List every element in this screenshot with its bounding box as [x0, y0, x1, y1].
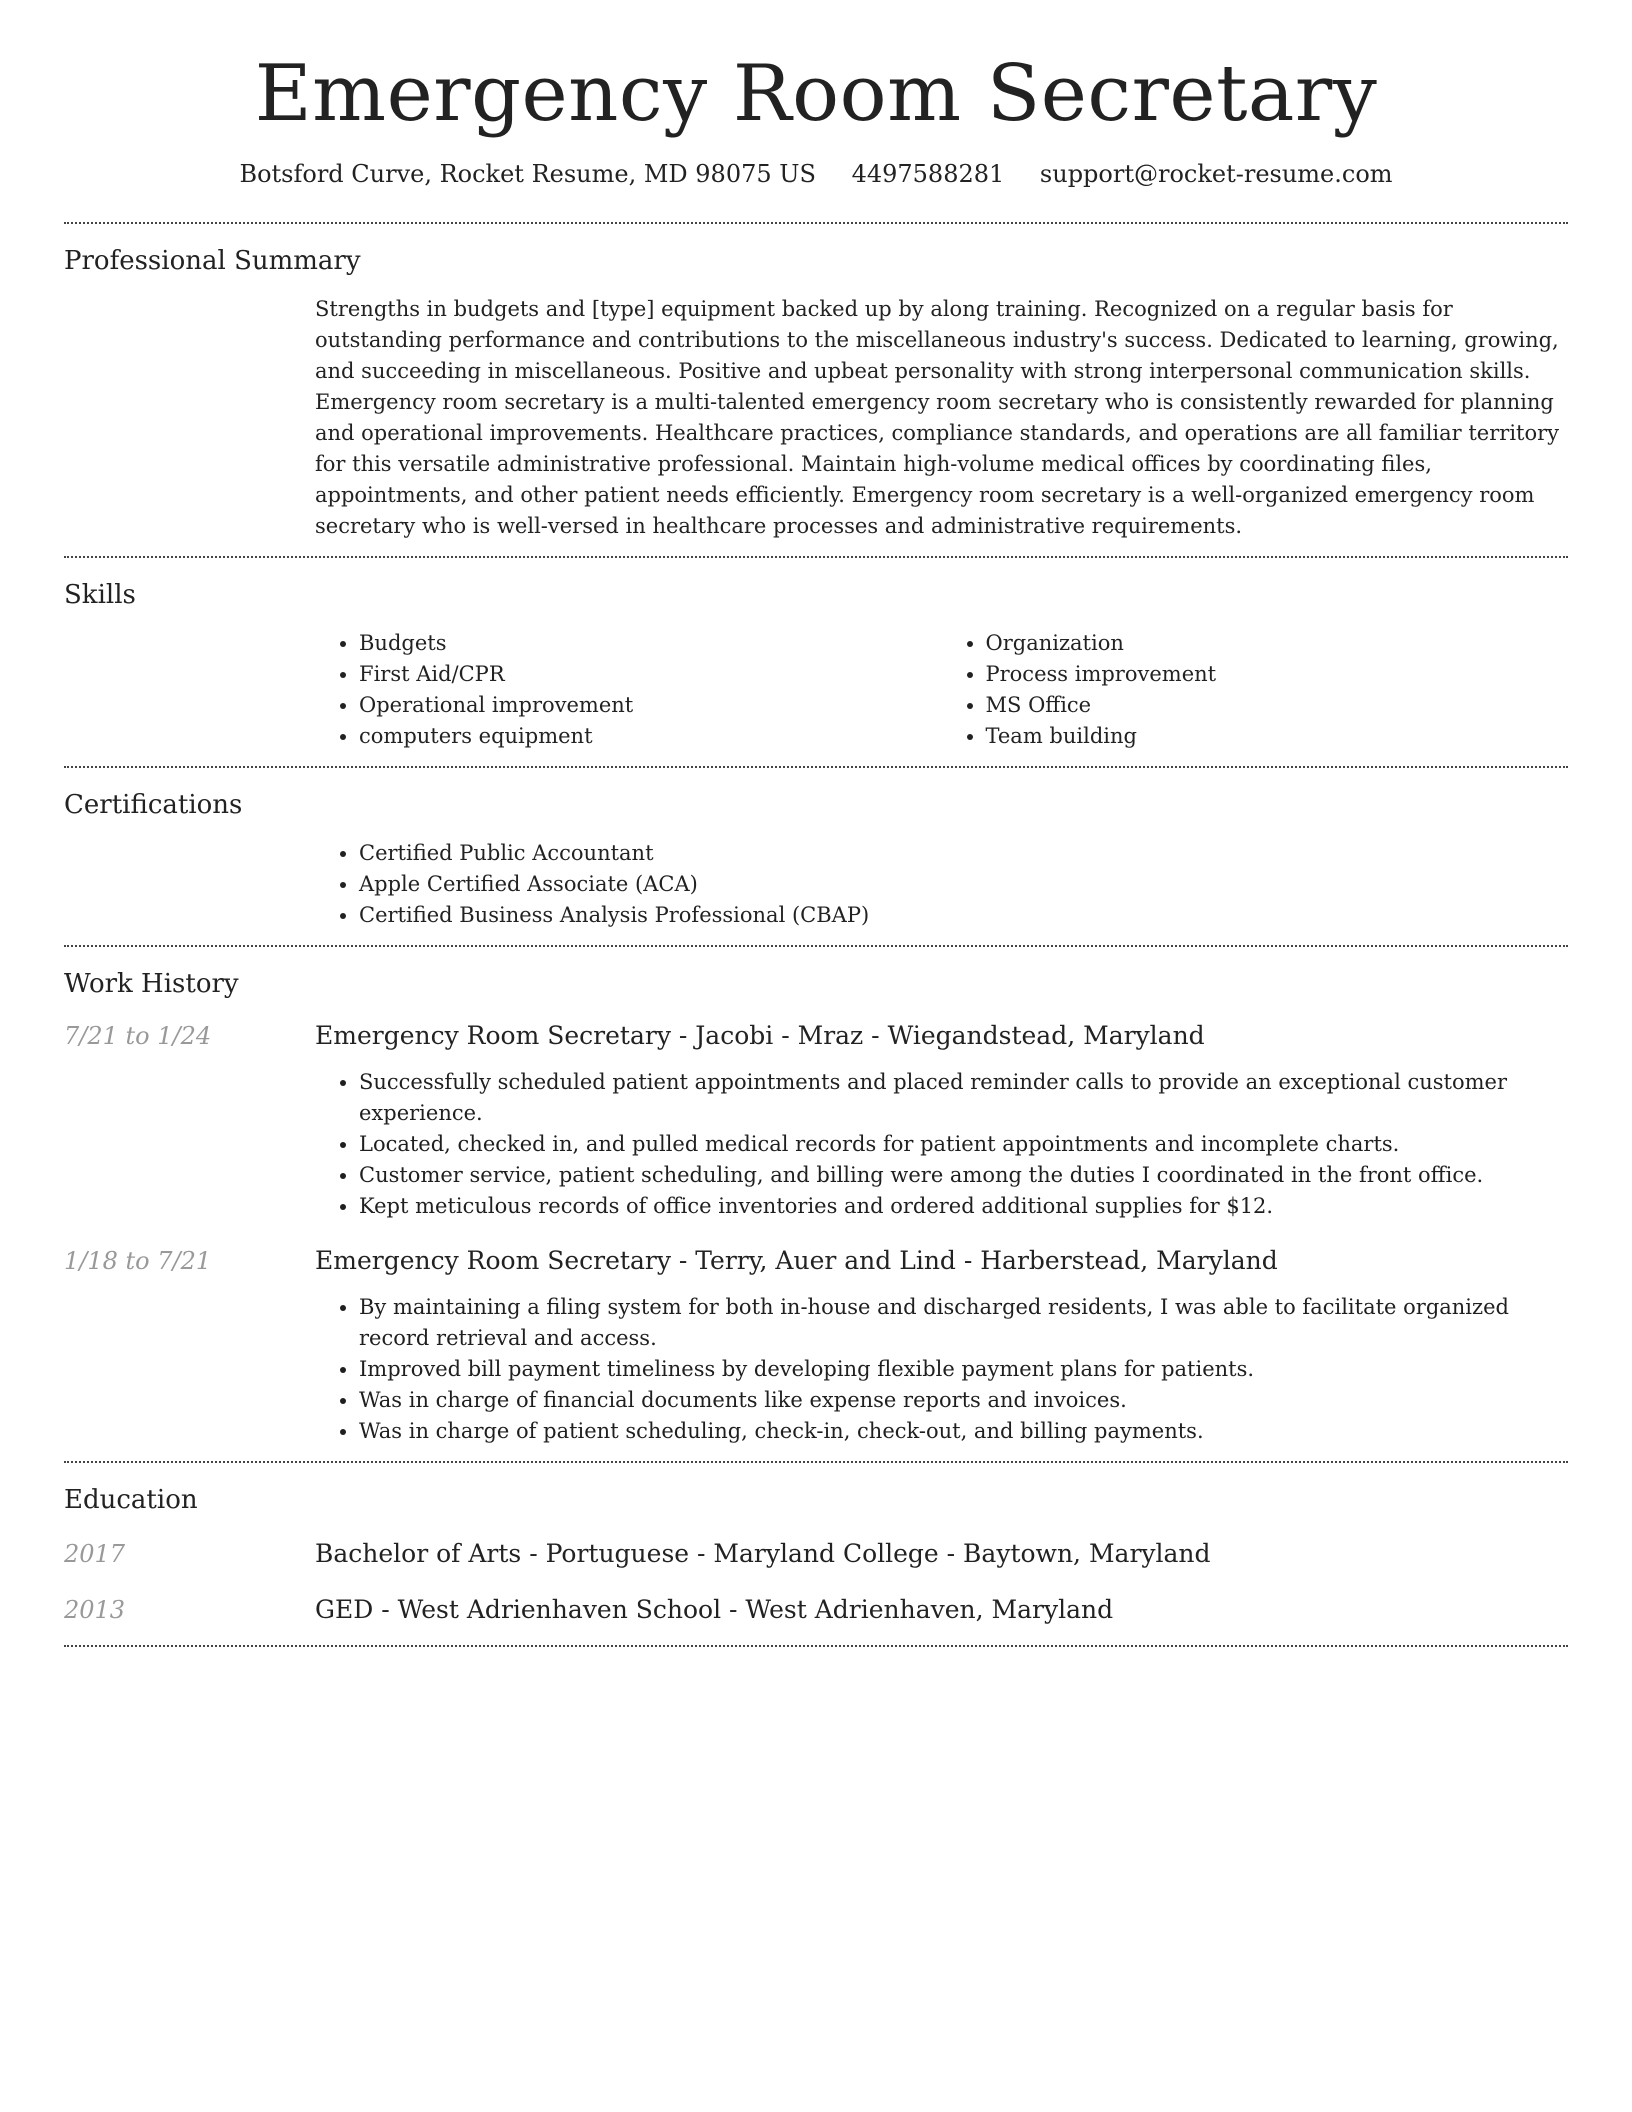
work-history-section [64, 947, 1568, 1461]
education-section [64, 1463, 1568, 1645]
education-entry [64, 1571, 1568, 1645]
job-bullet: • Located, checked in, and pulled medical records for patient appointments and incomplete charts. [359, 1129, 1568, 1160]
job-entry [64, 999, 1568, 1222]
contact-email: support@rocket-resume.com [1039, 159, 1393, 188]
skills-list-right [942, 628, 1569, 752]
skills-section [64, 558, 1568, 766]
summary-text: Strengths in budgets and [type] equipment backed up by along training. Recognized on a regular basis for outstanding performance and contributions to the miscellaneous industry's success. Dedicated to learning, growing, and succeeding in miscellaneous. Positive and upbeat personality with strong interpersonal communication skills. Emergency room secretary is a multi-talented emergency room secretary who is consistently rewarded for planning and operational improvements. Healthcare practices, compliance standards, and operations are all familiar territory for this versatile administrative professional. Maintain high-volume medical offices by coordinating files, appointments, and other patient needs efficiently. Emergency room secretary is a well-organized emergency room secretary who is well-versed in healthcare processes and administrative requirements. [315, 296, 1560, 538]
education-degree: Bachelor of Arts - Portuguese - Maryland College - Baytown, Maryland [315, 1538, 1211, 1568]
skill-item: • computers equipment [359, 721, 942, 752]
job-bullet: • Customer service, patient scheduling, and billing were among the duties I coordinated in the front office. [359, 1160, 1568, 1191]
summary-section [64, 224, 1568, 556]
divider [64, 1645, 1568, 1647]
education-title: Education [64, 1484, 198, 1515]
certification-item: • Certified Public Accountant [359, 838, 1568, 869]
job-details [315, 1244, 1568, 1447]
skills-grid [315, 610, 1568, 766]
skill-item: • Organization [986, 628, 1569, 659]
certification-item: • Apple Certified Associate (ACA) [359, 869, 1568, 900]
contact-address: Botsford Curve, Rocket Resume, MD 98075 US [239, 159, 816, 188]
contact-line [64, 160, 1568, 188]
education-degree: GED - West Adrienhaven School - West Adrienhaven, Maryland [315, 1594, 1114, 1624]
job-title: Emergency Room Secretary - Terry, Auer and Lind - Harberstead, Maryland [315, 1245, 1278, 1275]
job-bullet: • Kept meticulous records of office inventories and ordered additional supplies for $12. [359, 1191, 1568, 1222]
job-bullets [315, 1292, 1568, 1447]
job-dates: 1/18 to 7/21 [64, 1246, 212, 1275]
education-year: 2013 [64, 1595, 126, 1624]
job-title: Emergency Room Secretary - Jacobi - Mraz - Wiegandstead, Maryland [315, 1020, 1205, 1050]
job-dates: 7/21 to 1/24 [64, 1021, 212, 1050]
skill-item: • MS Office [986, 690, 1569, 721]
skill-item: • Operational improvement [359, 690, 942, 721]
job-entry [64, 1222, 1568, 1461]
contact-phone: 4497588281 [851, 159, 1005, 188]
skill-item: • Budgets [359, 628, 942, 659]
summary-title: Professional Summary [64, 245, 361, 276]
certifications-section [64, 768, 1568, 945]
certifications-list [315, 838, 1568, 931]
job-bullet: • Was in charge of patient scheduling, check-in, check-out, and billing payments. [359, 1416, 1568, 1447]
education-entry [64, 1515, 1568, 1571]
job-bullet: • Improved bill payment timeliness by developing flexible payment plans for patients. [359, 1354, 1568, 1385]
certifications-title: Certifications [64, 789, 243, 820]
skill-item: • Process improvement [986, 659, 1569, 690]
work-history-title: Work History [64, 968, 239, 999]
job-details [315, 1019, 1568, 1222]
skill-item: • Team building [986, 721, 1569, 752]
job-bullets [315, 1067, 1568, 1222]
job-bullet: • Successfully scheduled patient appointments and placed reminder calls to provide an exceptional customer experience. [359, 1067, 1568, 1129]
certification-item: • Certified Business Analysis Professional (CBAP) [359, 900, 1568, 931]
job-bullet: • By maintaining a filing system for both in-house and discharged residents, I was able to facilitate organized record retrieval and access. [359, 1292, 1568, 1354]
resume-name: Emergency Room Secretary [254, 49, 1378, 139]
skills-list-left [315, 628, 942, 752]
skills-title: Skills [64, 579, 136, 610]
skill-item: • First Aid/CPR [359, 659, 942, 690]
certifications-body [315, 820, 1568, 945]
job-bullet: • Was in charge of financial documents like expense reports and invoices. [359, 1385, 1568, 1416]
education-year: 2017 [64, 1539, 126, 1568]
